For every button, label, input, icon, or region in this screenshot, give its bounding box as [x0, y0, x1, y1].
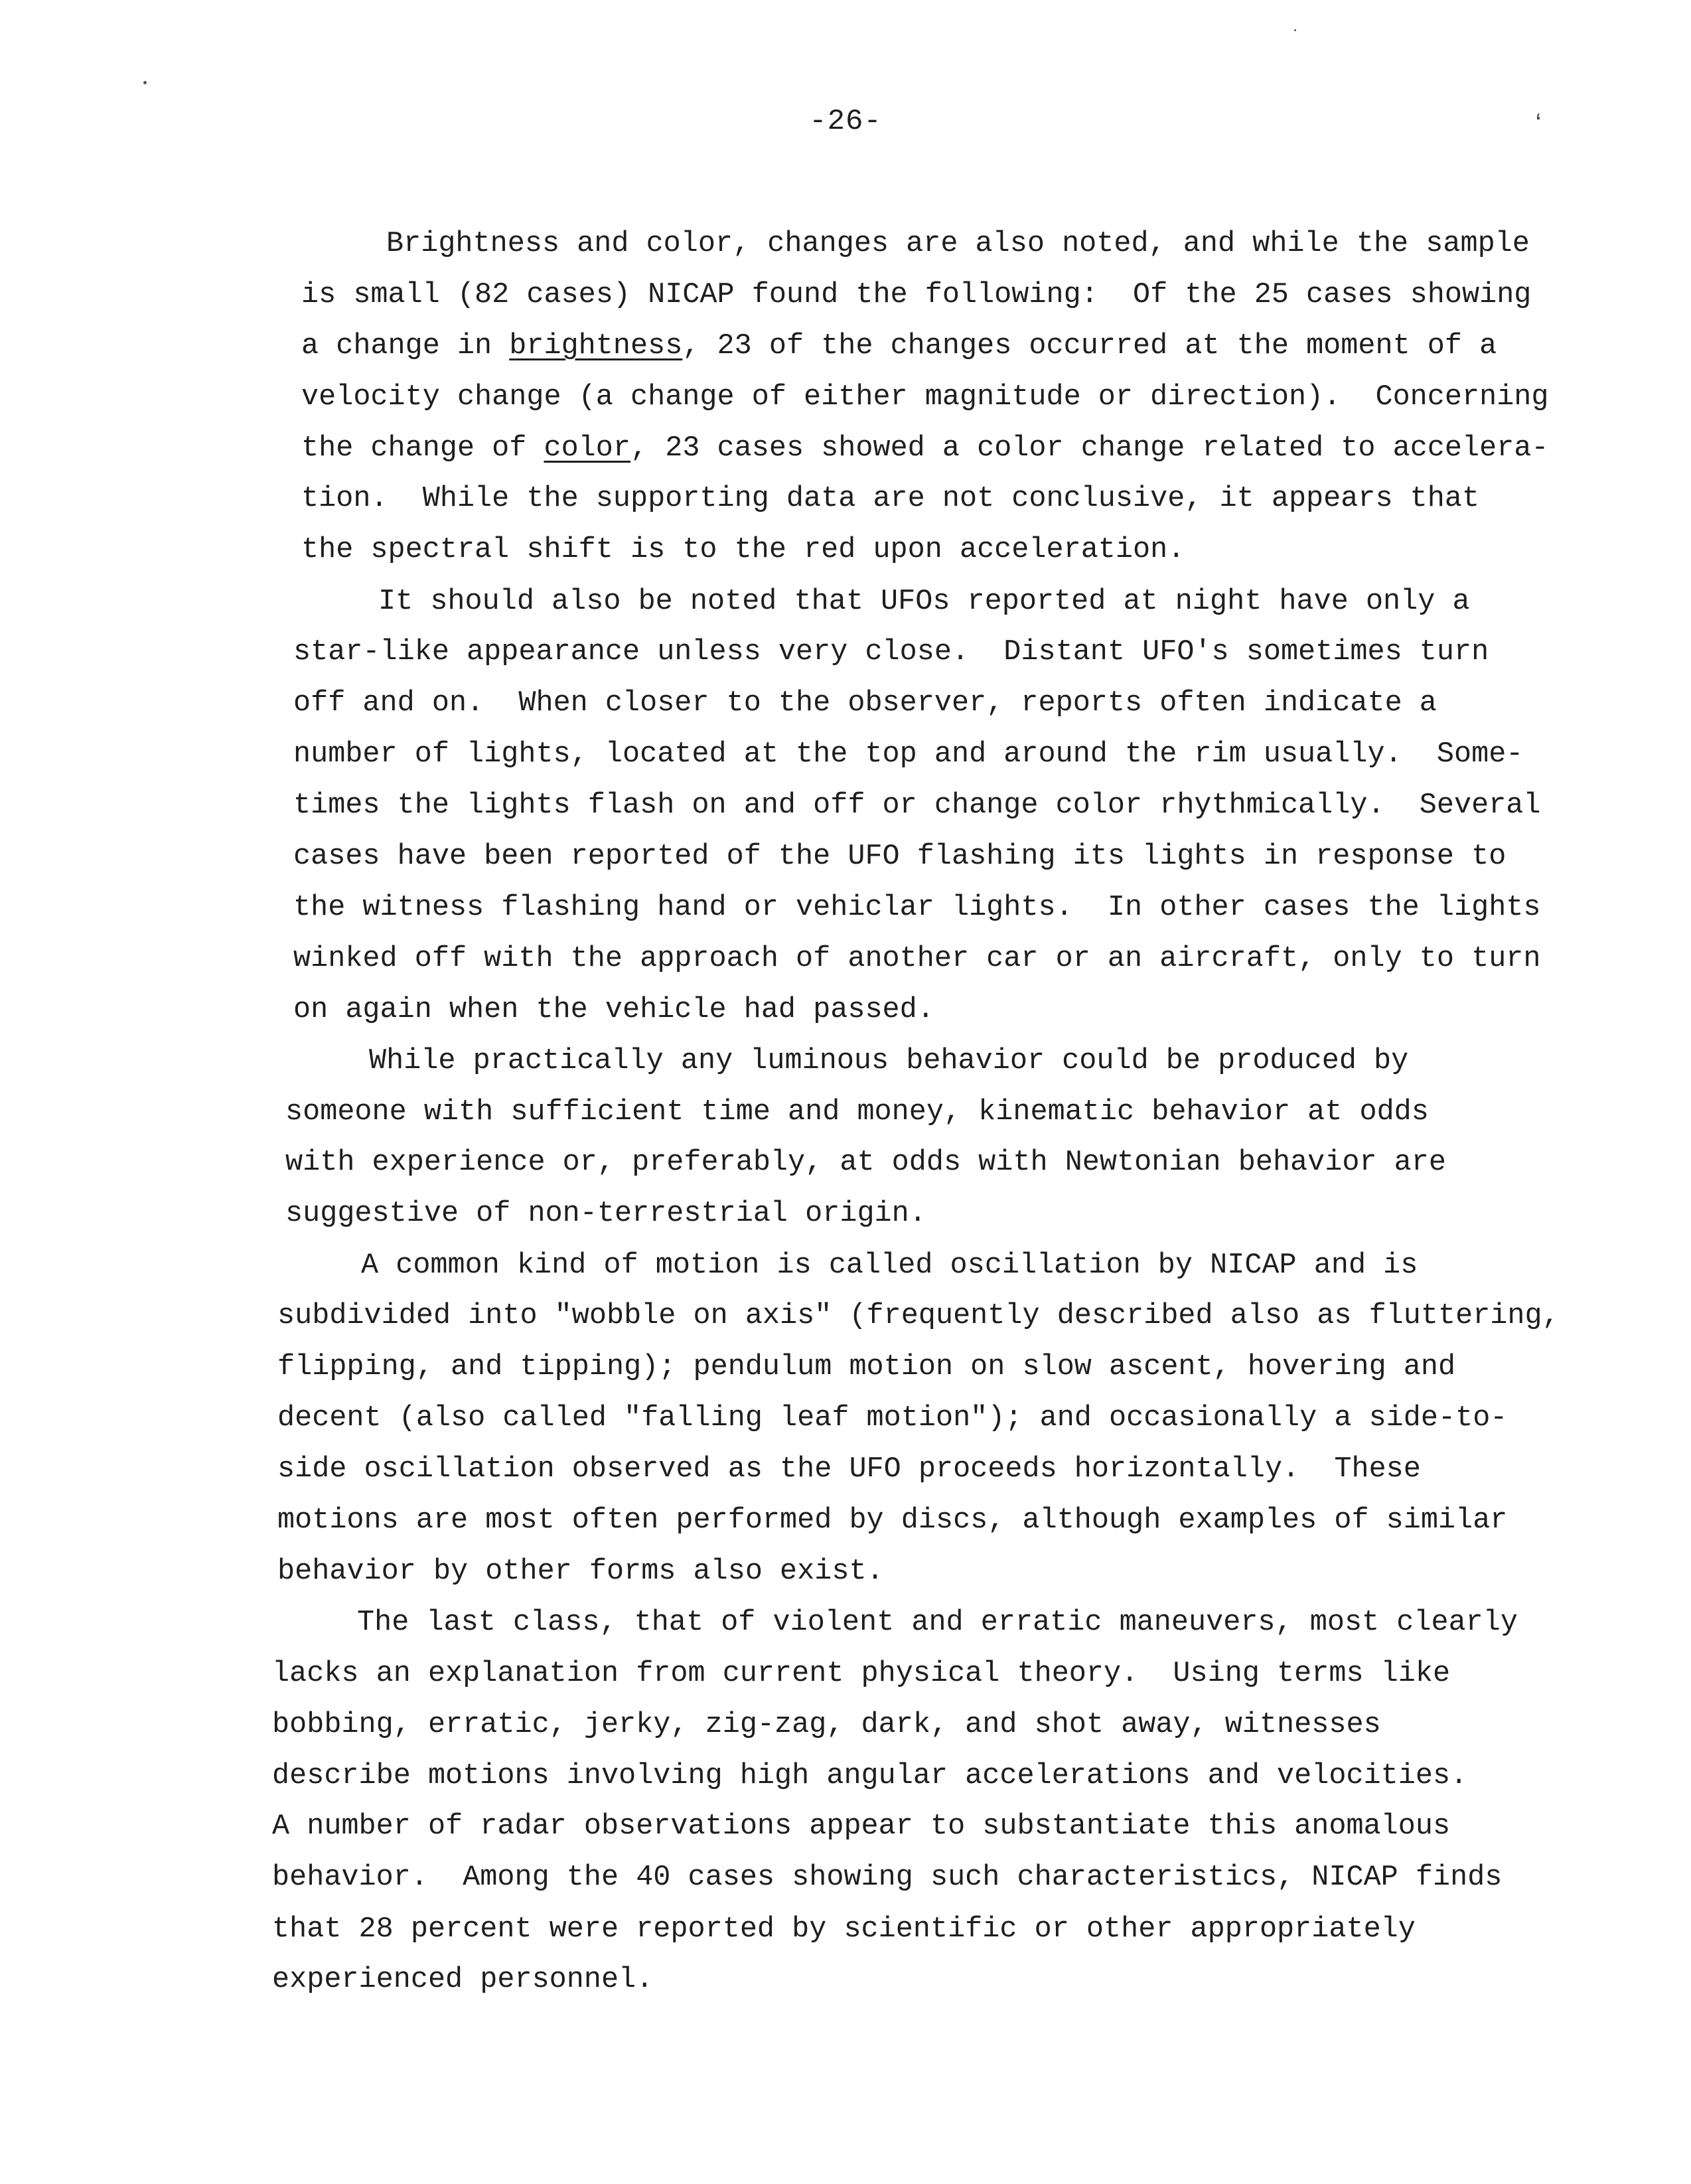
line-text: winked off with the approach of another car or an aircraft, only to turn	[293, 943, 1541, 975]
text-line	[301, 434, 1549, 463]
text-line	[272, 1863, 1502, 1893]
line-text: is small (82 cases) NICAP found the following: Of the 25 cases showing	[301, 279, 1532, 311]
line-text: subdivided into "wobble on axis" (frequently described also as fluttering,	[277, 1300, 1560, 1332]
text-line	[272, 1660, 1450, 1689]
text-line	[378, 587, 1470, 617]
text-line	[293, 945, 1541, 974]
text-line	[293, 638, 1489, 667]
line-text: motions are most often performed by discs, although examples of similar	[277, 1504, 1508, 1537]
line-text: cases have been reported of the UFO flashing its lights in response to	[293, 840, 1507, 873]
text-line	[293, 842, 1506, 872]
text-line	[293, 791, 1541, 820]
text-line	[301, 485, 1479, 514]
text-line	[272, 1762, 1467, 1791]
text-line	[301, 383, 1549, 412]
line-text: The last class, that of violent and erratic maneuvers, most clearly	[357, 1606, 1518, 1639]
line-text: , 23 cases showed a color change related to accelera-	[630, 432, 1549, 465]
text-line	[272, 1812, 1450, 1841]
line-text: on again when the vehicle had passed.	[293, 994, 934, 1026]
line-text: side oscillation observed as the UFO proceeds horizontally. These	[277, 1453, 1421, 1486]
text-line	[277, 1302, 1560, 1331]
text-line	[272, 1915, 1416, 1944]
line-text: describe motions involving high angular accelerations and velocities.	[272, 1760, 1468, 1792]
text-line	[277, 1455, 1421, 1484]
line-text: star-like appearance unless very close. Distant UFO's sometimes turn	[293, 636, 1489, 668]
text-line	[369, 1047, 1408, 1076]
line-text: , 23 of the changes occurred at the moment of a	[682, 330, 1497, 362]
line-text: times the lights flash on and off or change color rhythmically. Several	[293, 789, 1541, 822]
line-text: While practically any luminous behavior could be produced by	[369, 1045, 1409, 1077]
text-line	[301, 536, 1185, 565]
scan-speck	[143, 81, 147, 84]
line-text: experienced personnel.	[272, 1964, 654, 1996]
line-text: decent (also called "falling leaf motion"); and occasionally a side-to-	[277, 1402, 1508, 1435]
text-line	[293, 894, 1541, 923]
text-line	[285, 1148, 1446, 1178]
text-line	[277, 1353, 1455, 1382]
line-text: behavior. Among the 40 cases showing such characteristics, NICAP finds	[272, 1861, 1503, 1894]
line-text: with experience or, preferably, at odds with Newtonian behavior are	[285, 1146, 1446, 1179]
corner-mark: ʻ	[1530, 112, 1547, 141]
line-text: lacks an explanation from current physical theory. Using terms like	[272, 1658, 1451, 1690]
line-text: velocity change (a change of either magnitude or direction). Concerning	[301, 381, 1549, 414]
line-text: A number of radar observations appear to substantiate this anomalous	[272, 1810, 1451, 1843]
text-line	[386, 230, 1530, 259]
text-line	[272, 1711, 1381, 1740]
line-text: that 28 percent were reported by scientific or other appropriately	[272, 1913, 1416, 1946]
line-text: A common kind of motion is called oscillation by NICAP and is	[361, 1249, 1418, 1282]
text-line	[293, 996, 934, 1025]
text-line	[301, 281, 1531, 310]
text-line	[277, 1404, 1507, 1433]
line-text: the spectral shift is to the red upon acceleration.	[301, 534, 1185, 566]
line-text: suggestive of non-terrestrial origin.	[285, 1198, 926, 1230]
underlined-term: brightness	[509, 330, 683, 362]
line-text: behavior by other forms also exist.	[277, 1555, 884, 1588]
line-text: the change of	[301, 432, 544, 465]
line-text: someone with sufficient time and money, kinematic behavior at odds	[285, 1096, 1429, 1129]
text-line	[293, 689, 1437, 718]
line-text: Brightness and color, changes are also noted, and while the sample	[386, 228, 1530, 260]
underlined-term: color	[544, 432, 630, 465]
text-line	[285, 1098, 1429, 1127]
line-text: bobbing, erratic, jerky, zig-zag, dark, and shot away, witnesses	[272, 1709, 1381, 1741]
line-text: number of lights, located at the top and around the rim usually. Some-	[293, 738, 1524, 771]
line-text: a change in	[301, 330, 510, 362]
text-line	[277, 1506, 1507, 1535]
text-line	[357, 1608, 1518, 1638]
line-text: flipping, and tipping); pendulum motion on slow ascent, hovering and	[277, 1351, 1456, 1383]
text-line	[277, 1557, 884, 1587]
line-text: It should also be noted that UFOs reported at night have only a	[378, 585, 1470, 618]
text-line	[285, 1200, 926, 1229]
line-text: tion. While the supporting data are not conclusive, it appears that	[301, 483, 1480, 515]
page-number: -26-	[809, 105, 882, 138]
text-line	[272, 1966, 653, 1995]
text-line	[293, 740, 1523, 769]
line-text: the witness flashing hand or vehiclar lights. In other cases the lights	[293, 892, 1541, 924]
text-line	[361, 1251, 1418, 1281]
scan-speck	[1294, 29, 1296, 31]
text-line	[301, 332, 1497, 361]
line-text: off and on. When closer to the observer, reports often indicate a	[293, 687, 1437, 720]
